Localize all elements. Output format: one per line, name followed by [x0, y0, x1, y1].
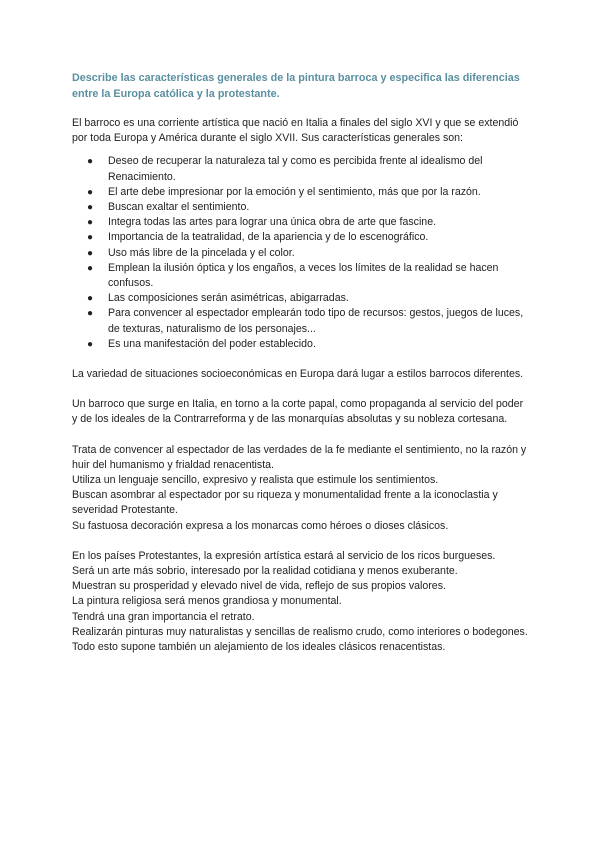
protestant-line: Será un arte más sobrio, interesado por la realidad cotidiana y menos exuberante. [72, 565, 458, 578]
bullet-icon: ● [87, 262, 94, 274]
list-item: ● Uso más libre de la pincelada y el color. [72, 246, 528, 261]
catholic-line: Trata de convencer al espectador de las verdades de la fe mediante el sentimiento, no la razón y huir del humanismo y frialdad renacentista. [72, 443, 527, 471]
bullet-icon: ● [87, 293, 94, 305]
list-item: ● Buscan exaltar el sentimiento. [72, 200, 528, 215]
list-item: ● Las composiciones serán asimétricas, abigarradas. [72, 291, 528, 306]
protestant-line: Todo esto supone también un alejamiento de los ideales clásicos renacentistas. [72, 641, 446, 654]
list-item: ● Importancia de la teatralidad, de la apariencia y de lo escenográfico. [72, 230, 528, 245]
variety-paragraph: La variedad de situaciones socioeconómicas en Europa dará lugar a estilos barrocos diferentes. [72, 368, 524, 381]
protestant-line: Realizarán pinturas muy naturalistas y sencillas de realismo crudo, como interiores o bodegones. [72, 625, 528, 638]
bullet-icon: ● [87, 308, 94, 320]
italy-paragraph: Un barroco que surge en Italia, en torno a la corte papal, como propaganda al servicio del poder y de los ideales de la Contrarreforma y de las monarquías absolutas y su nobleza cortesana. [72, 398, 524, 426]
bullet-icon: ● [87, 156, 94, 168]
catholic-line: Utiliza un lenguaje sencillo, expresivo y realista que estimule los sentimientos. [72, 474, 439, 487]
catholic-line: Buscan asombrar al espectador por su riqueza y monumentalidad frente a la iconoclastia y severidad Protestante. [72, 489, 498, 517]
protestant-line: Muestran su prosperidad y elevado nivel de vida, reflejo de sus propios valores. [72, 580, 446, 593]
protestant-line: Tendrá una gran importancia el retrato. [72, 610, 255, 623]
bullet-icon: ● [87, 232, 94, 244]
list-item: ● Deseo de recuperar la naturaleza tal y como es percibida frente al idealismo del Renacimiento. [87, 155, 483, 183]
protestant-section [72, 549, 528, 655]
protestant-line: La pintura religiosa será menos grandiosa y monumental. [72, 595, 342, 608]
intro-paragraph: El barroco es una corriente artística que nació en Italia a finales del siglo XVI y que se extendió por toda Europa y América durante el siglo XVII. Sus características generales son: [72, 117, 519, 145]
list-item: ● El arte debe impresionar por la emoción y el sentimiento, más que por la razón. [72, 185, 528, 200]
list-item: ● Para convencer al espectador emplearán todo tipo de recursos: gestos, juegos de luces, de texturas, naturalismo de los personajes... [87, 307, 524, 335]
list-item: ● Integra todas las artes para lograr una única obra de arte que fascine. [72, 215, 528, 230]
catholic-line: Su fastuosa decoración expresa a los monarcas como héroes o dioses clásicos. [72, 519, 449, 532]
bullet-icon: ● [87, 186, 94, 198]
list-item: ● Emplean la ilusión óptica y los engaños, a veces los límites de la realidad se hacen confusos. [87, 261, 499, 290]
bullet-icon: ● [87, 247, 94, 259]
characteristics-list [72, 154, 528, 352]
bullet-icon: ● [87, 338, 94, 350]
document-title: Describe las características generales de la pintura barroca y especifica las diferencias entre la Europa católica y la protestante. [72, 72, 520, 100]
protestant-line: En los países Protestantes, la expresión artística estará al servicio de los ricos burgueses. [72, 549, 496, 562]
bullet-icon: ● [87, 217, 94, 229]
catholic-section [72, 443, 528, 534]
bullet-icon: ● [87, 202, 94, 214]
list-item: ● Es una manifestación del poder establecido. [72, 337, 528, 352]
